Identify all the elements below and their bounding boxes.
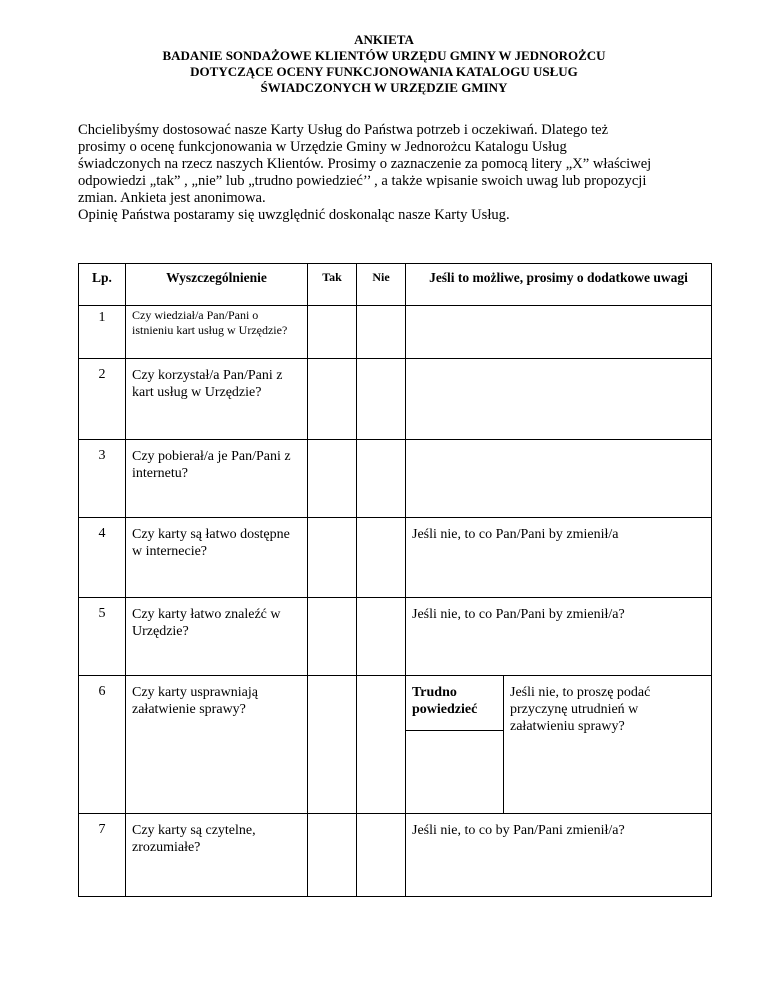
answer-yes-cell[interactable] <box>308 306 357 359</box>
title-line-2: BADANIE SONDAŻOWE KLIENTÓW URZĘDU GMINY W JEDNOROŻCU <box>162 48 606 63</box>
table-row <box>79 598 712 676</box>
header-remarks: Jeśli to możliwe, prosimy o dodatkowe uwagi <box>406 264 712 306</box>
intro-line: świadczonych na rzecz naszych Klientów. Prosimy o zaznaczenie za pomocą litery „X” właściwej <box>78 156 652 172</box>
answer-yes-cell[interactable] <box>308 359 357 440</box>
answer-no-cell[interactable] <box>357 518 406 598</box>
remarks-cell[interactable]: Jeśli nie, to co Pan/Pani by zmienił/a <box>406 518 712 598</box>
intro-line: Chcielibyśmy dostosować nasze Karty Usług do Państwa potrzeb i oczekiwań. Dlatego też <box>78 122 609 138</box>
row-question: Czy korzystał/a Pan/Pani z kart usług w Urzędzie? <box>126 359 308 440</box>
row-number: 3 <box>79 440 126 518</box>
hard-to-say-label: Trudno powiedzieć <box>406 676 504 731</box>
intro-line: Opinię Państwa postaramy się uwzględnić doskonaląc nasze Karty Usług. <box>78 207 510 223</box>
title-line-4: ŚWIADCZONYCH W URZĘDZIE GMINY <box>260 80 508 95</box>
answer-yes-cell[interactable] <box>308 814 357 897</box>
header-row <box>79 264 712 306</box>
remarks-cell[interactable] <box>406 359 712 440</box>
table-row <box>79 814 712 897</box>
intro-paragraph <box>78 122 718 224</box>
remarks-cell[interactable]: Jeśli nie, to co by Pan/Pani zmienił/a? <box>406 814 712 897</box>
row-number: 7 <box>79 814 126 897</box>
answer-no-cell[interactable] <box>357 814 406 897</box>
remarks-cell[interactable] <box>406 440 712 518</box>
row-question: Czy karty usprawniają załatwienie sprawy? <box>126 676 308 814</box>
remarks-cell[interactable]: Jeśli nie, to co Pan/Pani by zmienił/a? <box>406 598 712 676</box>
intro-line: prosimy o ocenę funkcjonowania w Urzędzie Gminy w Jednorożcu Katalogu Usług <box>78 139 567 155</box>
answer-no-cell[interactable] <box>357 306 406 359</box>
answer-yes-cell[interactable] <box>308 598 357 676</box>
title-line-3: DOTYCZĄCE OCENY FUNKCJONOWANIA KATALOGU USŁUG <box>190 64 578 79</box>
row-number: 2 <box>79 359 126 440</box>
remarks-cell[interactable]: Jeśli nie, to proszę podać przyczynę utrudnień w załatwieniu sprawy? <box>504 676 712 814</box>
answer-yes-cell[interactable] <box>308 518 357 598</box>
row-number: 6 <box>79 676 126 814</box>
table-row <box>79 676 712 731</box>
row-number: 5 <box>79 598 126 676</box>
header-yes: Tak <box>308 264 357 306</box>
intro-line: odpowiedzi „tak” , „nie” lub „trudno powiedzieć’’ , a także wpisanie swoich uwag lub propozycji <box>78 173 647 189</box>
header-lp: Lp. <box>79 264 126 306</box>
answer-yes-cell[interactable] <box>308 676 357 814</box>
row-question: Czy pobierał/a je Pan/Pani z internetu? <box>126 440 308 518</box>
answer-yes-cell[interactable] <box>308 440 357 518</box>
answer-no-cell[interactable] <box>357 598 406 676</box>
row-number: 4 <box>79 518 126 598</box>
row-number: 1 <box>79 306 126 359</box>
table-row <box>79 359 712 440</box>
intro-line: zmian. Ankieta jest anonimowa. <box>78 190 266 206</box>
answer-no-cell[interactable] <box>357 440 406 518</box>
row-question: Czy karty są czytelne, zrozumiałe? <box>126 814 308 897</box>
hard-to-say-cell[interactable] <box>406 731 504 814</box>
header-no: Nie <box>357 264 406 306</box>
table-row <box>79 518 712 598</box>
table-row <box>79 440 712 518</box>
row-question: Czy karty są łatwo dostępne w internecie? <box>126 518 308 598</box>
survey-table <box>78 263 712 897</box>
row-question: Czy wiedział/a Pan/Pani o istnieniu kart usług w Urzędzie? <box>126 306 308 359</box>
row-question: Czy karty łatwo znaleźć w Urzędzie? <box>126 598 308 676</box>
survey-title <box>0 32 768 96</box>
title-line-1: ANKIETA <box>354 32 414 47</box>
remarks-cell[interactable] <box>406 306 712 359</box>
header-item: Wyszczególnienie <box>126 264 308 306</box>
answer-no-cell[interactable] <box>357 359 406 440</box>
table-row <box>79 306 712 359</box>
answer-no-cell[interactable] <box>357 676 406 814</box>
